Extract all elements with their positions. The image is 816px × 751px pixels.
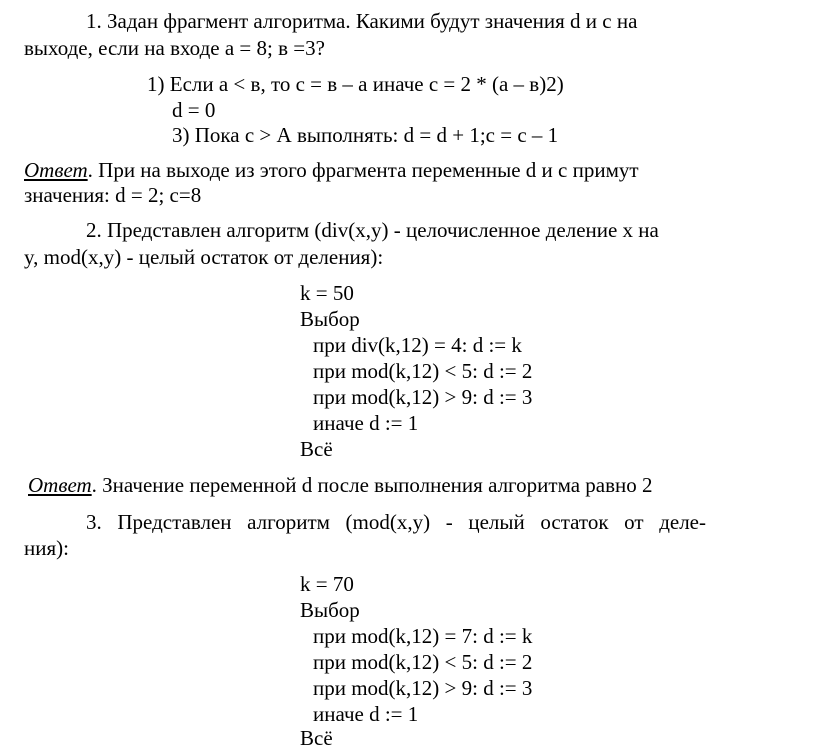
task2-code-line: k = 50 — [300, 281, 354, 305]
task1-line1: 1. Задан фрагмент алгоритма. Какими будут значения d и c на — [86, 9, 638, 33]
task2-code-line: при div(k,12) = 4: d := k — [313, 333, 522, 357]
task1-answer — [24, 157, 639, 183]
task2-answer — [28, 472, 653, 498]
task2-code-line: при mod(k,12) < 5: d := 2 — [313, 359, 533, 383]
task3-code-line: Выбор — [300, 598, 360, 622]
task3-line2: ния): — [24, 536, 69, 560]
answer-label: Ответ — [24, 158, 88, 182]
answer-text: . При на выходе из этого фрагмента переменные d и c примут — [87, 158, 639, 182]
task3-code-line: иначе d := 1 — [313, 702, 419, 726]
task3-code-line: при mod(k,12) < 5: d := 2 — [313, 650, 533, 674]
task1-alg-step2: d = 0 — [172, 98, 216, 122]
task2-line1: 2. Представлен алгоритм (div(x,y) - целочисленное деление x на — [86, 218, 659, 242]
task2-code-line: иначе d := 1 — [313, 411, 419, 435]
task1-answer-line2: значения: d = 2; c=8 — [24, 183, 202, 207]
task3-code-line: при mod(k,12) = 7: d := k — [313, 624, 533, 648]
task2-line2: y, mod(x,y) - целый остаток от деления): — [24, 245, 384, 269]
answer-label: Ответ — [28, 473, 92, 497]
task2-code-line: при mod(k,12) > 9: d := 3 — [313, 385, 533, 409]
answer-text: . Значение переменной d после выполнения алгоритма равно 2 — [91, 473, 653, 497]
task2-code-line: Всё — [300, 437, 333, 461]
task3-line1: 3. Представлен алгоритм (mod(x,y) - целый остаток от деле- — [86, 510, 706, 534]
task3-code-line: при mod(k,12) > 9: d := 3 — [313, 676, 533, 700]
task3-code-line: Всё — [300, 726, 333, 750]
task1-line2: выходе, если на входе a = 8; в =3? — [24, 36, 325, 60]
task1-alg-step3: 3) Пока c > А выполнять: d = d + 1;c = c – 1 — [172, 123, 559, 147]
task3-code-line: k = 70 — [300, 572, 354, 596]
task1-alg-step1: 1) Если a < в, то c = в – a иначе c = 2 * (a – в)2) — [147, 72, 564, 96]
task2-code-line: Выбор — [300, 307, 360, 331]
